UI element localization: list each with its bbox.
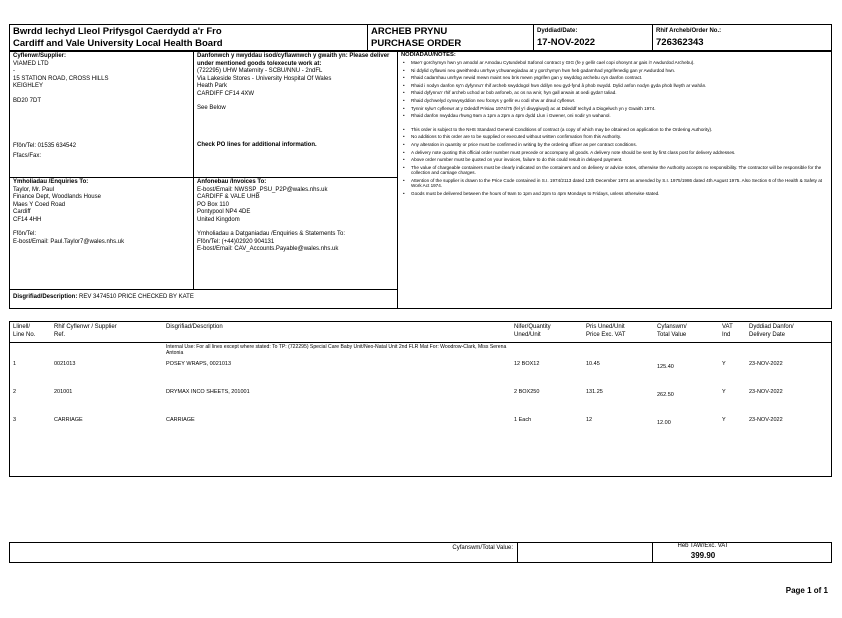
date-label: Dyddiad/Date: [537,28,578,34]
doc-title-welsh: ARCHEB PRYNU [371,26,448,37]
row-unit-price: 131.25 [586,389,603,395]
row-supplier-ref: 0021013 [54,361,76,367]
note-item: • Any alteration in quantity or price must be confirmed in writing by the ordering officer as per contract conditions. [411,142,829,147]
supplier-fax: Ffacs/Fax: [13,153,42,159]
col-header-description: Disgrifiad/Description [166,324,223,330]
totals-label: Cyfanswm/Total Value: [452,545,513,551]
row-unit-price: 10.45 [586,361,600,367]
description-label: Disgrifiad/Description: [13,294,78,300]
row-quantity: 12 BOX12 [514,361,540,367]
row-supplier-ref: CARRIAGE [54,417,83,423]
note-item: • A delivery note quoting this official order number must precede or accompany all goods. A delivery note should be sent by first class post for delivery addresses. [411,150,829,155]
org-name-welsh: Bwrdd Iechyd Lleol Prifysgol Caerdydd a'r Fro [13,26,222,37]
note-item: • Rhaid i nodyn danfon sy'n dyfynnu'r rhif archeb swyddogol hwn ddilyn neu gyd-fynd â phob nwydd. Dylid anfon nodyn gyda phob llwyth ar wahân. [411,83,829,88]
col-header-line: Llinell/ Line No. [13,324,36,338]
notes-block [401,52,829,198]
note-item: • Above order number must be quoted on your invoices, failure to do this could result in delayed payment. [411,157,829,162]
row-delivery-date: 23-NOV-2022 [749,361,783,367]
row-unit-price: 12 [586,417,593,423]
enquiries-email[interactable]: E-bost/Email: Paul.Taylor7@wales.nhs.uk [13,238,125,245]
page-number: Page 1 of 1 [785,586,828,595]
order-number-label: Rhif Archeb/Order No.: [656,28,722,34]
row-description: DRYMAX INCO SHEETS, 201001 [166,389,250,395]
col-header-supplier-ref: Rhif Cyflenwr / Supplier Ref. [54,324,117,338]
col-header-delivery-date: Dyddiad Danfon/ Delivery Date [749,324,794,338]
col-header-quantity: Nifer/Quantity Uned/Unit [514,324,551,338]
invoices-block [197,179,393,254]
row-total: 12.00 [657,420,671,426]
row-total: 262.50 [657,392,674,398]
enquiries-label: Ymholiadau /Enquiries To: [13,179,89,185]
row-description: POSEY WRAPS, 0021013 [166,361,232,367]
notes-label: NODIADAU/NOTES: [401,52,456,58]
col-header-total: Cyfanswm/ Total Value [657,324,687,338]
row-line-no: 1 [13,361,17,367]
note-item: • Rhaid dychwelyd cynwysyddion neu focsys y gellir eu codi nhw ar draul cyflenwr. [411,98,829,103]
note-item: • Mae'r gorchymyn hwn yn amodol ar Amodau Cytundebol Safonol contract y GIG (fe y gellir cael copi ohonynt ar gais i'r Awdurdod Archebu). [411,60,829,65]
row-delivery-date: 23-NOV-2022 [749,417,783,423]
note-item: • This order is subject to the NHS Standard General Conditions of contract (a copy of which may be obtained on application to the Ordering Authority). [411,127,829,132]
row-quantity: 1 Each [514,417,532,423]
delivery-block [197,53,393,113]
supplier-phone: Ffôn/Tel: 01535 634542 [13,143,77,149]
row-total: 125.40 [657,364,674,370]
note-item: • Rhaid cadarnhau unrhyw newid mewn maint neu bris mewn ysgrifen gan y swyddog archebu cyn danfon contract. [411,75,829,80]
notes-english-list [401,127,829,196]
note-item: • Ni ddylid cyflawni neu gweithredu unrhyw ychwanegiadau at y gorchymyn hwn heb gadarnhad ysgrifenedig gan yr Awdurdod hwn. [411,68,829,73]
delivery-address: (722295) UHW Maternity - SCBU/NNU - 2ndFL Via Lakeside Stores - University Hospital Of Wales Heath Park CARDIFF CF14 4XW [197,68,332,97]
row-vat-ind: Y [722,417,726,423]
delivery-heading: Danfonwch y nwyddau isod/cyflawnwch y gwaith yn: Please deliver under mentioned goods to/execute work at: [197,53,390,67]
note-item: • Rhaid danfon nwyddau rhwng 9am a 1pm a 2pm a 4pm dydd Llun i Gwener, oni nodir yn wahanol. [411,113,829,118]
invoices-address: E-bost/Email: NWSSP_PSU_P2P@wales.nhs.uk CARDIFF & VALE UHB PO Box 110 Pontypool NP4 4DE United Kingdom [197,186,328,223]
note-item: • The value of chargeable containers must be clearly indicated on the containers and on delivery or advice notes, otherwise the Authority accepts no responsibility. The contractor will be responsible for the collection and carriage charges. [411,165,829,176]
row-vat-ind: Y [722,389,726,395]
row-description: CARRIAGE [166,417,195,423]
row-quantity: 2 BOX250 [514,389,540,395]
invoices-label: Anfonebau /Invoices To: [197,179,267,185]
notes-welsh-list [401,60,829,119]
order-number-value: 726362343 [656,37,704,48]
check-lines-note: Check PO lines for additional information. [197,142,317,148]
doc-title-english: PURCHASE ORDER [371,38,462,49]
row-supplier-ref: 201001 [54,389,73,395]
col-header-unit-price: Pris Uned/Unit Price Exc. VAT [586,324,626,338]
totals-value: 399.90 [690,551,716,560]
see-below-text: See Below [197,105,226,111]
row-delivery-date: 23-NOV-2022 [749,389,783,395]
row-line-no: 2 [13,389,17,395]
supplier-block [13,53,189,106]
note-item: • No additions to this order are to be supplied or executed without written confirmation from this Authority. [411,134,829,139]
enquiries-address: Taylor, Mr. Paul Finance Dept, Woodlands House Maes Y Coed Road Cardiff CF14 4HH [13,186,101,223]
org-name-english: Cardiff and Vale University Local Health Board [13,38,223,49]
totals-excl-vat-label: Heb TAW/Exc. VAT [677,543,729,549]
description-value: REV 3474510 PRICE CHECKED BY KATE [79,294,194,300]
date-value: 17-NOV-2022 [537,37,596,48]
enquiries-phone: Ffôn/Tel: [13,231,37,237]
supplier-label: Cyflenwr/Supplier: [13,53,67,59]
note-item: • Rhaid dyfynnu'r rhif archeb uchod ar bob anfoneb, ac os na wnir, hyn gall arwain at oedi gyda'r taliad. [411,90,829,95]
col-header-vat: VAT Ind [722,324,733,338]
note-item: • Attention of the supplier is drawn to the Price Code contained in S.I. 1974/2113 dated 12th December 1974 as amended by S.I. 1975/1986 dated 4th August 1975. Also Section 6 of the Health & Safety at Work Act 1974. [411,178,829,189]
supplier-address: VIAMED LTD - 15 STATION ROAD, CROSS HILLS KEIGHLEY BD20 7DT [13,60,109,104]
statements-contact: Ymholiadau a Datganiadau /Enquiries & Statements To: Ffôn/Tel: (+44)02920 904131 E-bost/Email: CAV_Accounts.Payable@wales.nhs.uk [197,231,345,252]
order-description [13,294,194,302]
note-item: • Goods must be delivered between the hours of 9am to 1pm and 2pm to 4pm Mondays to Fridays, unless otherwise stated. [411,191,829,196]
note-item: • Tynnir sylw'r cyflenwr at y Ddeddf Prisiau 1974/75 (fel y'i diwygiwyd) ac at Ddeddf Iechyd a Diogelwch yn y Gwaith 1974. [411,106,829,111]
enquiries-block [13,179,189,246]
row-vat-ind: Y [722,361,726,367]
row-line-no: 3 [13,417,17,423]
internal-use-note: Internal Use: For all lines except where stated: To TP: (722295) Special Care Baby Unit/Neo-Natal Unit 2nd FLR Mat For: Woodrow-Clark, Miss Serena Antonia [166,344,507,357]
